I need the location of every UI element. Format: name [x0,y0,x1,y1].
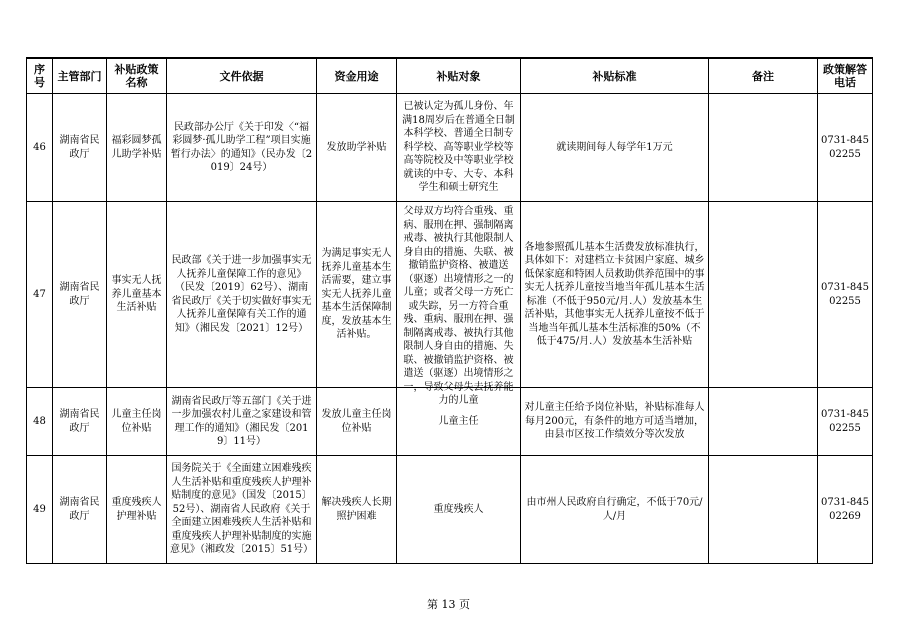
header-note: 备注 [709,58,818,94]
cell-standard: 对儿童主任给予岗位补贴，补贴标准每人每月200元，有条件的地方可适当增加，由县市区按工作绩效分等次发放 [521,388,709,456]
cell-target: 儿童主任 [397,388,521,456]
cell-standard: 就读期间每人每学年1万元 [521,94,709,202]
cell-target: 重度残疾人 [397,456,521,564]
cell-dept: 湖南省民政厅 [53,202,107,388]
cell-phone: 0731-84502255 [818,388,873,456]
cell-target: 已被认定为孤儿身份、年满18周岁后在普通全日制本科学校、普通全日制专科学校、高等职业学校等高等院校及中等职业学校就读的中专、大专、本科学生和硕士研究生 [397,94,521,202]
table-row [27,456,873,564]
cell-name: 事实无人抚养儿童基本生活补贴 [107,202,167,388]
cell-name: 重度残疾人护理补贴 [107,456,167,564]
cell-use: 发放儿童主任岗位补贴 [317,388,397,456]
cell-basis: 湖南省民政厅等五部门《关于进一步加强农村儿童之家建设和管理工作的通知》（湘民发〔2019〕11号） [167,388,317,456]
cell-note [709,94,818,202]
cell-target [397,202,521,406]
cell-name: 儿童主任岗位补贴 [107,388,167,456]
cell-use: 为满足事实无人抚养儿童基本生活需要，建立事实无人抚养儿童基本生活保障制度，发放基本生活补贴。 [317,202,397,388]
cell-note [709,202,818,388]
cell-use: 发放助学补贴 [317,94,397,202]
cell-dept: 湖南省民政厅 [53,456,107,564]
cell-note [709,456,818,564]
cell-use: 解决残疾人长期照护困难 [317,456,397,564]
table-row [27,202,873,388]
table-header-row [27,58,873,94]
cell-no: 47 [27,202,53,388]
cell-no: 49 [27,456,53,564]
cell-phone: 0731-84502269 [818,456,873,564]
cell-basis: 国务院关于《全面建立困难残疾人生活补贴和重度残疾人护理补贴制度的意见》（国发〔2015〕52号）、湖南省人民政府《关于全面建立困难残疾人生活补贴和重度残疾人护理补贴制度的实施意见》（湘政发〔2015〕51号） [167,456,317,564]
header-target: 补贴对象 [397,58,521,94]
header-no: 序号 [27,58,53,94]
subsidy-table [26,57,873,564]
cell-standard: 各地参照孤儿基本生活费发放标准执行，具体如下：对建档立卡贫困户家庭、城乡低保家庭和特困人员救助供养范围中的事实无人抚养儿童按当地当年孤儿基本生活标准（不低于950元/月.人）发放基本生活补贴，其他事实无人抚养儿童按不低于当地当年孤儿基本生活标准的50%（不低于475/月.人）发放基本生活补贴 [521,202,709,388]
cell-basis: 民政部《关于进一步加强事实无人抚养儿童保障工作的意见》（民发〔2019〕62号）、湖南省民政厅《关于切实做好事实无人抚养儿童保障有关工作的通知》（湘民发〔2021〕12号） [167,202,317,388]
header-phone: 政策解答电话 [818,58,873,94]
cell-basis: 民政部办公厅《关于印发〈“福彩圆梦·孤儿助学工程”项目实施暂行办法〉的通知》（民办发〔2019〕24号） [167,94,317,202]
header-dept: 主管部门 [53,58,107,94]
cell-dept: 湖南省民政厅 [53,94,107,202]
cell-target-text: 父母双方均符合重残、重病、服刑在押、强制隔离戒毒、被执行其他限制人身自由的措施、失联、被撤销监护资格、被遣送（驱逐）出境情形之一的儿童；或者父母一方死亡或失踪，另一方符合重残、重病、服刑在押、强制隔离戒毒、被执行其他限制人身自由的措施、失联、被撤销监护资格、被遣送（驱逐）出境情形之一，导致父母失去抚养能力的儿童 [403,206,514,406]
cell-no: 46 [27,94,53,202]
cell-note [709,388,818,456]
cell-phone: 0731-84502255 [818,94,873,202]
header-basis: 文件依据 [167,58,317,94]
cell-no: 48 [27,388,53,456]
header-name: 补贴政策名称 [107,58,167,94]
header-use: 资金用途 [317,58,397,94]
cell-dept: 湖南省民政厅 [53,388,107,456]
cell-name: 福彩圆梦孤儿助学补贴 [107,94,167,202]
cell-standard: 由市州人民政府自行确定，不低于70元/人/月 [521,456,709,564]
header-standard: 补贴标准 [521,58,709,94]
table-row [27,94,873,202]
cell-phone: 0731-84502255 [818,202,873,388]
page-number: 第 13 页 [427,598,470,611]
